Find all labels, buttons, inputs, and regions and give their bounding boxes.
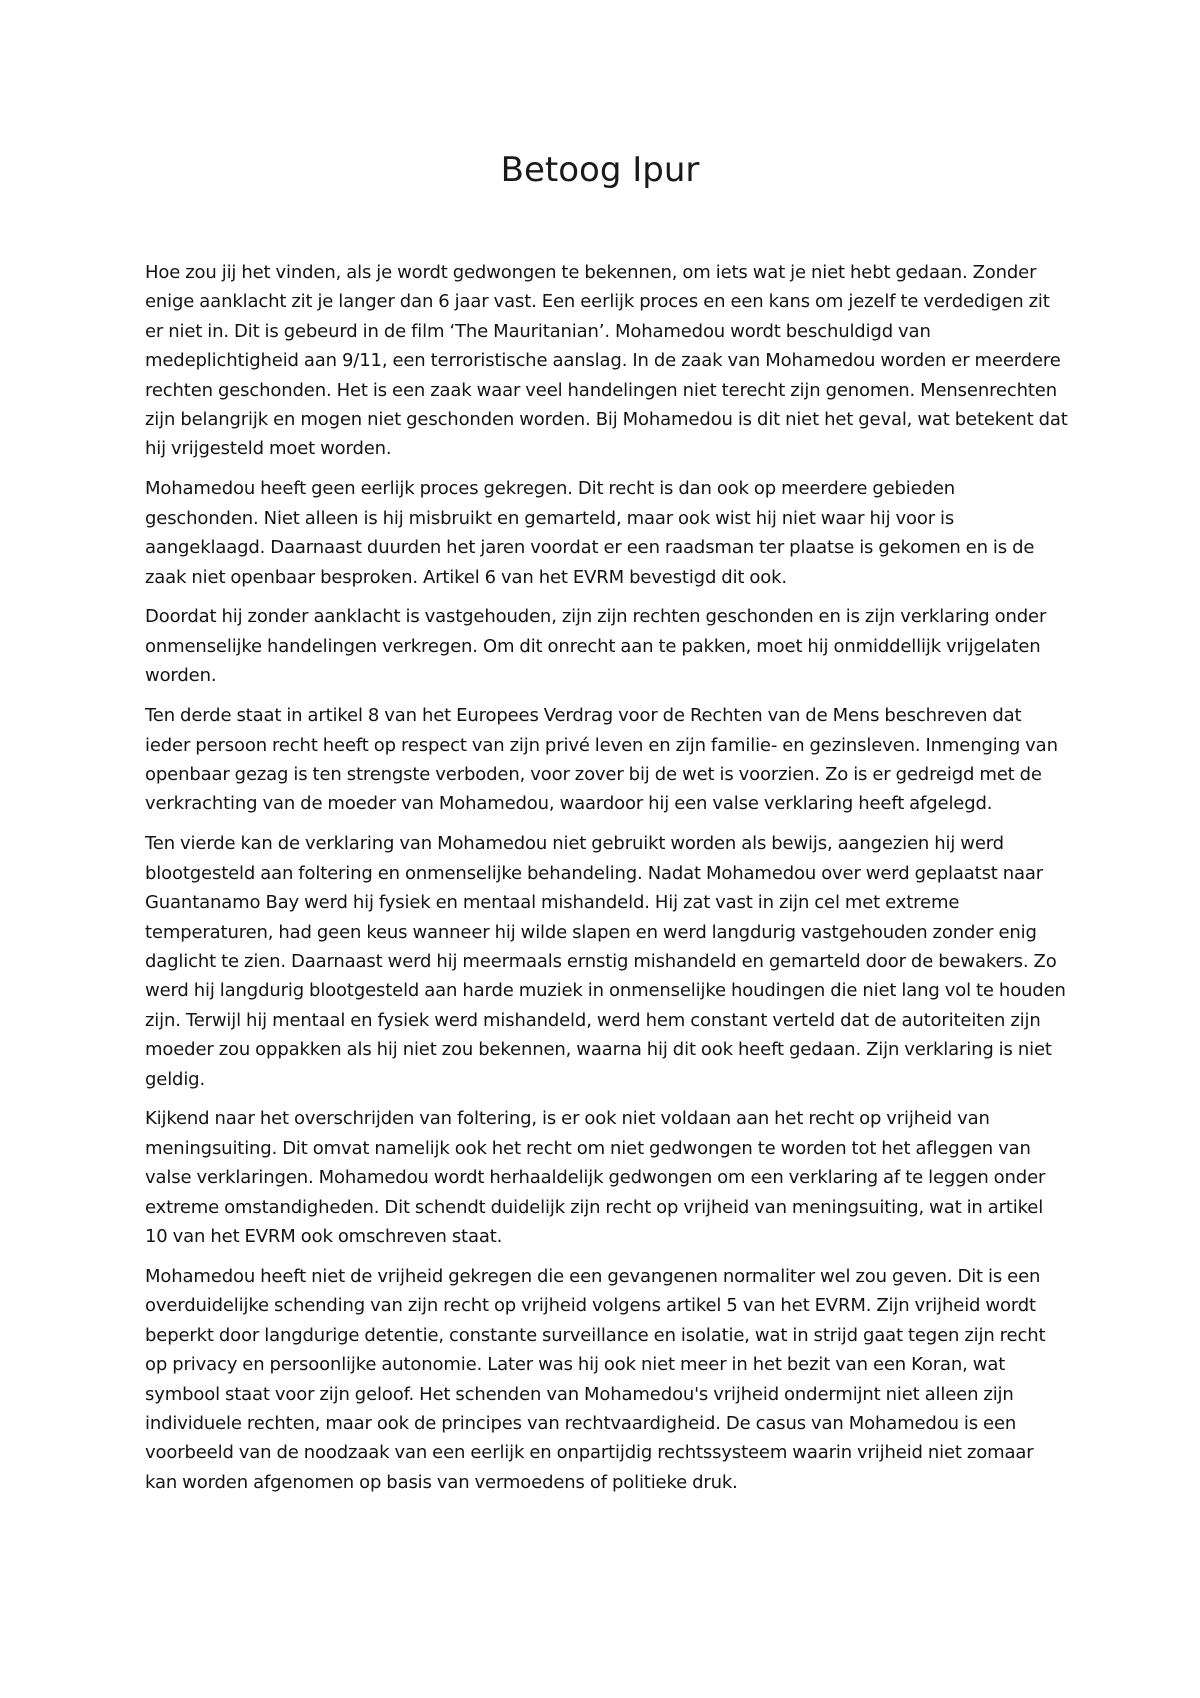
paragraph-article-8: Ten derde staat in artikel 8 van het Europees Verdrag voor de Rechten van de Mens beschreven dat ieder persoon recht heeft op respect van zijn privé leven en zijn familie- en gezinsleven. Inmenging van openbaar gezag is ten strengste verboden, voor zover bij de wet is voorzien. Zo is er gedreigd met de verkrachting van de moeder van Mohamedou, waardoor hij een valse verklaring heeft afgelegd. xyxy=(145,705,1058,815)
paragraph-article-5: Mohamedou heeft niet de vrijheid gekregen die een gevangenen normaliter wel zou geven. Dit is een overduidelijke schending van zijn recht op vrijheid volgens artikel 5 van het EVRM. Zijn vrijheid wordt beperkt door langdurige detentie, constante surveillance en isolatie, wat in strijd gaat tegen zijn recht op privacy en persoonlijke autonomie. Later was hij ook niet meer in het bezit van een Koran, wat symbool staat voor zijn geloof. Het schenden van Mohamedou's vrijheid ondermijnt niet alleen zijn individuele rechten, maar ook de principes van rechtvaardigheid. De casus van Mohamedou is een voorbeeld van de noodzaak van een eerlijk en onpartijdig rechtssysteem waarin vrijheid niet zomaar kan worden afgenomen op basis van vermoedens of politieke druk. xyxy=(145,1266,1046,1493)
document-title: Betoog Ipur xyxy=(500,150,700,190)
paragraph-intro: Hoe zou jij het vinden, als je wordt gedwongen te bekennen, om iets wat je niet hebt gedaan. Zonder enige aanklacht zit je langer dan 6 jaar vast. Een eerlijk proces en een kans om jezelf te verdedigen zit er niet in. Dit is gebeurd in de film ‘The Mauritanian’. Mohamedou wordt beschuldigd van medeplichtigheid aan 9/11, een terroristische aanslag. In de zaak van Mohamedou worden er meerdere rechten geschonden. Het is een zaak waar veel handelingen niet terecht zijn genomen. Mensenrechten zijn belangrijk en mogen niet geschonden worden. Bij Mohamedou is dit niet het geval, wat betekent dat hij vrijgesteld moet worden. xyxy=(145,262,1068,460)
paragraph-torture: Ten vierde kan de verklaring van Mohamedou niet gebruikt worden als bewijs, aangezien hij werd blootgesteld aan foltering en onmenselijke behandeling. Nadat Mohamedou over werd geplaatst naar Guantanamo Bay werd hij fysiek en mentaal mishandeld. Hij zat vast in zijn cel met extreme temperaturen, had geen keus wanneer hij wilde slapen en werd langdurig vastgehouden zonder enig daglicht te zien. Daarnaast werd hij meermaals ernstig mishandeld en gemarteld door de bewakers. Zo werd hij langdurig blootgesteld aan harde muziek in onmenselijke houdingen die niet lang vol te houden zijn. Terwijl hij mentaal en fysiek werd mishandeld, werd hem constant verteld dat de autoriteiten zijn moeder zou oppakken als hij niet zou bekennen, waarna hij dit ook heeft gedaan. Zijn verklaring is niet geldig. xyxy=(145,833,1066,1090)
paragraph-detention: Doordat hij zonder aanklacht is vastgehouden, zijn zijn rechten geschonden en is zijn verklaring onder onmenselijke handelingen verkregen. Om dit onrecht aan te pakken, moet hij onmiddellijk vrijgelaten worden. xyxy=(145,606,1047,687)
paragraph-freedom-of-expression: Kijkend naar het overschrijden van foltering, is er ook niet voldaan aan het recht op vrijheid van meningsuiting. Dit omvat namelijk ook het recht om niet gedwongen te worden tot het afleggen van valse verklaringen. Mohamedou wordt herhaaldelijk gedwongen om een verklaring af te leggen onder extreme omstandigheden. Dit schendt duidelijk zijn recht op vrijheid van meningsuiting, wat in artikel 10 van het EVRM ook omschreven staat. xyxy=(145,1108,1046,1248)
document-body xyxy=(145,258,1070,1508)
paragraph-fair-trial: Mohamedou heeft geen eerlijk proces gekregen. Dit recht is dan ook op meerdere gebieden geschonden. Niet alleen is hij misbruikt en gemarteld, maar ook wist hij niet waar hij voor is aangeklaagd. Daarnaast duurden het jaren voordat er een raadsman ter plaatse is gekomen en is de zaak niet openbaar besproken. Artikel 6 van het EVRM bevestigd dit ook. xyxy=(145,478,1035,588)
